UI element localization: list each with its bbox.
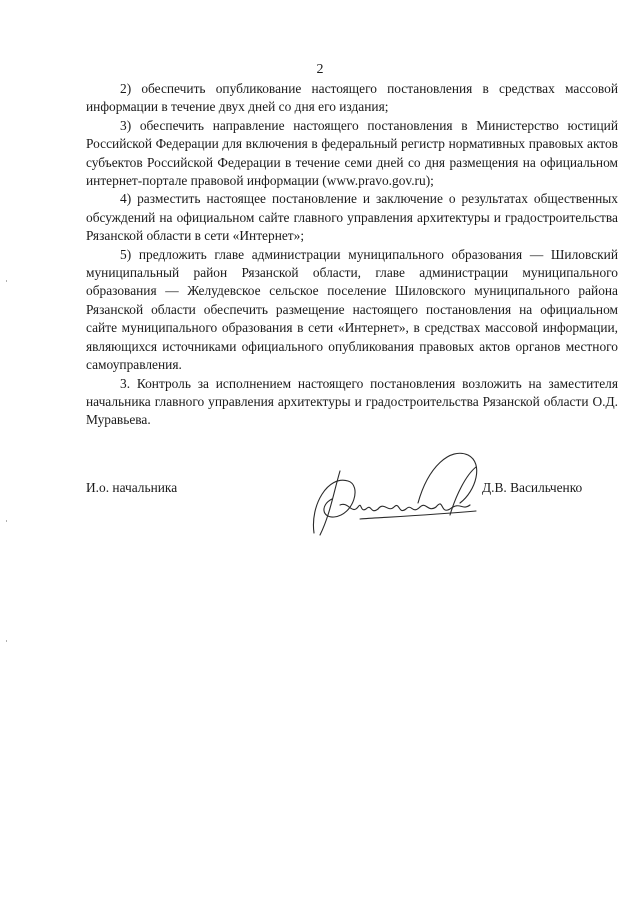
paragraph-item-3: 3) обеспечить направление настоящего постановления в Министерство юстиций Российской Федерации для включения в федеральный регистр нормативных правовых актов субъектов Российской Федерации в течение семи дней со дня размещения на официальном интернет-портале правовой информации (www.pravo.gov.ru);	[86, 117, 618, 189]
paragraph-item-4: 4) разместить настоящее постановление и заключение о результатах общественных обсуждений на официальном сайте главного управления архитектуры и градостроительства Рязанской области в сети «Интернет»;	[86, 191, 618, 244]
paragraph-item-5: 5) предложить главе администрации муниципального образования — Шиловский муниципальный район Рязанской области, главе администрации муниципального образования — Желудевское сельское поселение Шиловского муниципального района Рязанской области обеспечить размещение настоящего постановления на официальном сайте муниципального образования в сети «Интернет», в средствах массовой информации, являющихся источниками официального опубликования правовых актов органов местного самоуправления.	[86, 246, 618, 373]
handwritten-signature	[300, 445, 500, 545]
paragraph-item-2: 2) обеспечить опубликование настоящего постановления в средствах массовой информации в течение двух дней со дня его издания;	[86, 81, 618, 115]
signer-title: И.о. начальника	[86, 480, 178, 495]
signer-name: Д.В. Васильченко	[482, 480, 583, 495]
paragraph-control-clause: 3. Контроль за исполнением настоящего постановления возложить на заместителя начальника главного управления архитектуры и градостроительства Рязанской области О.Д. Муравьева.	[86, 375, 618, 428]
page-number: 2	[316, 62, 324, 77]
document-body	[86, 80, 618, 430]
scan-edge-marks	[5, 0, 9, 905]
